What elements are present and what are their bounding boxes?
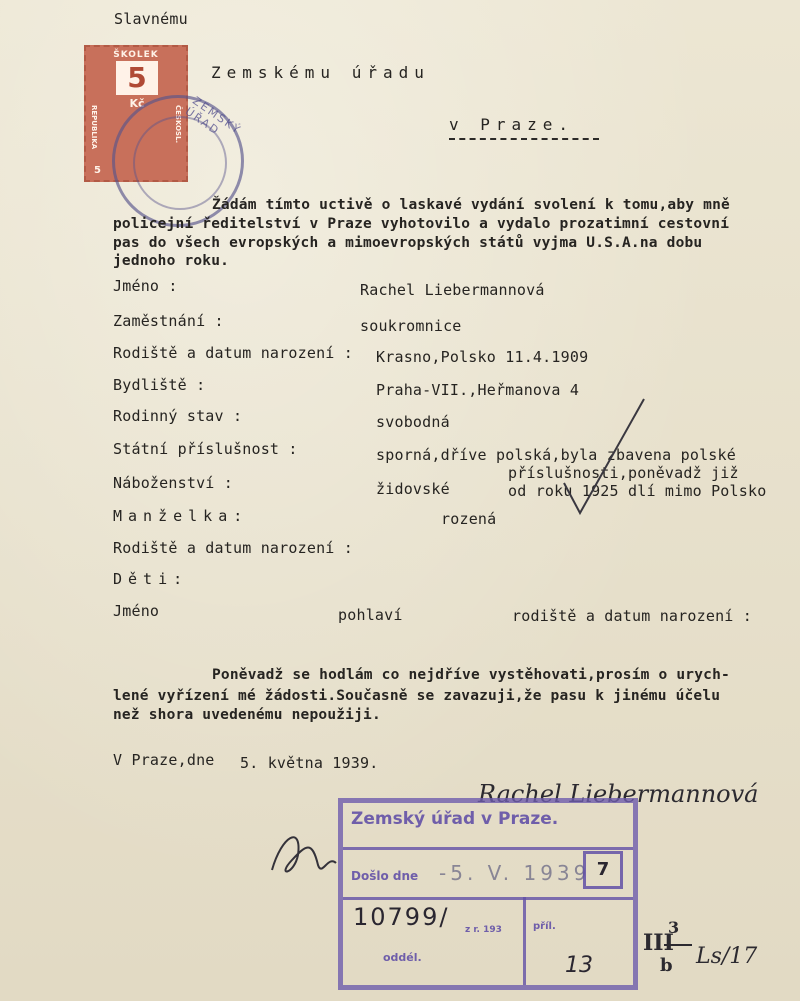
occupation-label: Zaměstnání : <box>113 312 224 330</box>
wife-born-label: rozená <box>441 510 497 528</box>
office-received-stamp <box>338 798 638 990</box>
annotation-sub: b <box>660 955 673 976</box>
received-date: -5. V. 1939 <box>439 861 591 885</box>
family-status-label: Rodinný stav : <box>113 407 243 425</box>
office-line: Zemskému úřadu <box>211 63 430 82</box>
name-label: Jméno : <box>113 277 178 295</box>
children-label: Děti: <box>113 570 189 588</box>
residence-label: Bydliště : <box>113 376 206 394</box>
citizenship-value-1: sporná,dříve polská,byla zbavena polské <box>376 446 736 464</box>
office-stamp-divider <box>343 847 633 850</box>
closing-line-2: lené vyřízení mé žádosti.Současně se zavazuji,že pasu k jinému účelu <box>113 688 721 704</box>
children-name-column: Jméno <box>113 602 160 620</box>
request-line-3: pas do všech evropských a mimoevropských států vyjma U.S.A.na dobu <box>113 235 703 251</box>
citizenship-value-3: od roku 1925 dlí mimo Polsko <box>508 482 767 500</box>
registry-number: 10799/ <box>353 903 450 931</box>
signature: Rachel Liebermannová <box>478 780 759 808</box>
request-line-2: policejní ředitelství v Praze vyhotovilo a vydalo prozatimní cestovní <box>113 216 730 232</box>
closing-line-3: než shora uvedenému nepoužiji. <box>113 707 381 723</box>
family-status-value: svobodná <box>376 413 450 431</box>
revenue-stamp-side-right: ČESKOSL. <box>174 105 182 144</box>
office-stamp-divider-2 <box>343 897 633 900</box>
seal-text: ZEMSKÝ ÚŘAD <box>182 94 244 138</box>
children-sex-column: pohlaví <box>338 606 403 624</box>
revenue-stamp-side-left: REPUBLIKA <box>90 105 98 150</box>
salutation: Slavnému <box>114 10 188 28</box>
attachments-label: příl. <box>533 921 556 932</box>
handwritten-initials-icon <box>262 815 342 890</box>
citizenship-label: Státní příslušnost : <box>113 440 298 458</box>
religion-value: židovské <box>376 480 450 498</box>
request-line-4: jednoho roku. <box>113 253 230 269</box>
name-value: Rachel Liebermannová <box>360 281 545 299</box>
check-mark-icon <box>560 395 650 520</box>
office-stamp-title: Zemský úřad v Praze. <box>351 809 559 829</box>
revenue-stamp-value: 5 <box>116 61 158 95</box>
occupation-value: soukromnice <box>360 317 462 335</box>
city-line: v Praze. <box>449 115 575 134</box>
annotation-initials: Ls/17 <box>696 944 758 969</box>
annotation-fraction-line <box>664 944 692 946</box>
city-underline <box>449 138 599 140</box>
department-label: oddél. <box>383 951 422 964</box>
revenue-stamp-top: ŠKOLEK <box>113 50 159 60</box>
religion-label: Náboženství : <box>113 474 233 492</box>
attachments-count: 13 <box>565 953 593 978</box>
citizenship-value-2: příslušnosti,poněvadž již <box>508 464 739 482</box>
closing-line-1: Poněvadž se hodlám co nejdříve vystěhovati,prosím o urych- <box>212 667 730 683</box>
date-value: 5. května 1939. <box>240 754 379 772</box>
residence-value: Praha-VII.,Heřmanova 4 <box>376 381 580 399</box>
office-stamp-box-number: 7 <box>583 851 623 889</box>
request-line-1: Žádám tímto uctivě o laskavé vydání svolení k tomu,aby mně <box>212 197 730 213</box>
office-stamp-divider-3 <box>523 897 526 985</box>
annotation-num: 3 <box>668 918 680 937</box>
revenue-stamp-unit: Kč <box>129 97 145 110</box>
registry-year: z r. 193 <box>465 925 502 935</box>
annotation-roman: III <box>643 930 674 956</box>
revenue-stamp-bottom: 5 <box>94 165 101 176</box>
birth-value: Krasno,Polsko 11.4.1909 <box>376 348 589 366</box>
birth-label: Rodiště a datum narození : <box>113 344 353 362</box>
date-prefix: V Praze,dne <box>113 751 215 769</box>
received-label: Došlo dne <box>351 869 419 883</box>
wife-label: Manželka: <box>113 507 249 525</box>
children-birth-column: rodiště a datum narození : <box>512 607 752 625</box>
wife-birth-label: Rodiště a datum narození : <box>113 539 353 557</box>
